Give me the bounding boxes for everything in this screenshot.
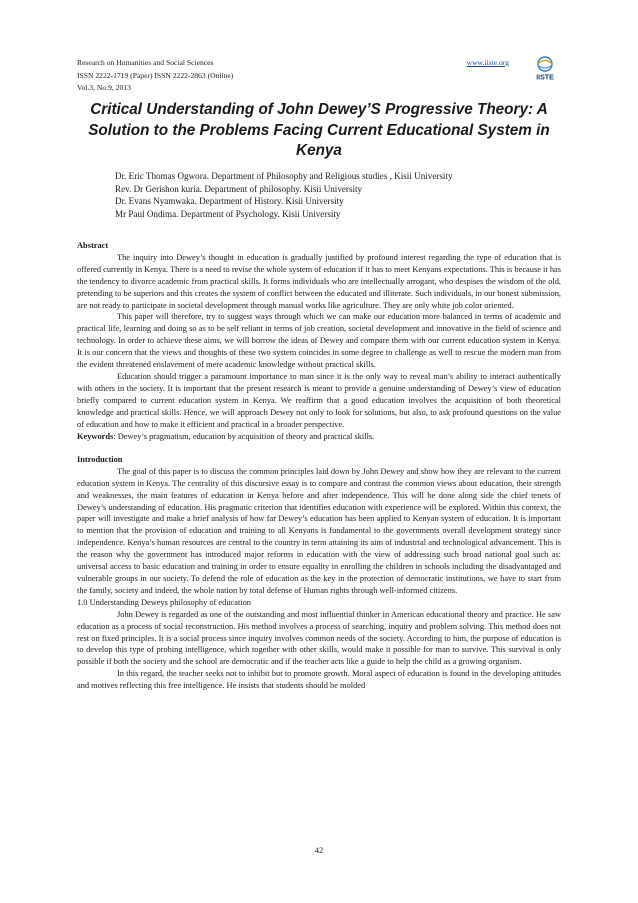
journal-name: Research on Humanities and Social Sciences [77,58,214,67]
author-3: Dr. Evans Nyamwaka. Department of History. Kisii University [115,196,344,207]
abstract-paragraph-1: The inquiry into Dewey’s thought in education is gradually justified by profound interest regarding the type of education that is offered currently in Kenya. There is a need to revise the whole system of education if it has to meet Kenyans expectations. This is because it has the tendency to divorce academic from practical skills. It forms individuals who are intellectually arrogant, who despises the wisdom of the old, pretending to be superiors and this creates the system of conflict between the educated and illiterate. Such individuals, in our honest submission, are not ready to participate in societal development through manual works like agriculture. They are only white job color oriented. [77,252,561,310]
abstract-paragraph-2: This paper will therefore, try to suggest ways through which we can make our education more balanced in terms of academic and practical life, learning and doing so as to be self reliant in terms of job creation, societal development and innovative in the field of science and technology. In order to achieve these aims, we will borrow the ideas of Dewey and compare them with our current education system in Kenya. It is our concern that the views and thoughts of these two system coincides in some degree to challenge as well to rescue the modern man from the evident threatened enslavement of mere academic knowledge without practical skills. [77,312,561,370]
page-number: 42 [314,845,324,855]
keywords-text: : Dewey’s pragmatism, education by acquisition of theory and practical skills. [113,431,375,441]
svg-text:IISTE: IISTE [536,74,554,81]
subsection-paragraph-2: In this regard, the teacher seeks not to inhibit but to promote growth. Moral aspect of education is found in the developing attitudes and motives reflecting this free intelligence. He insists that students should be molded [77,669,561,691]
issn-line: ISSN 2222-1719 (Paper) ISSN 2222-2863 (Online) [77,70,234,80]
subsection-heading: 1.0 Understanding Deweys philosophy of education [77,597,251,607]
page-header [77,57,561,95]
introduction-heading: Introduction [77,454,123,464]
author-1: Dr. Eric Thomas Ogwora. Department of Philosophy and Religious studies , Kisii University [115,171,453,181]
abstract-paragraph-3: Education should trigger a paramount importance to man since it is the only way to reveal man’s ability to interact authentically with others in the society. It is important that the present research is meant to provide a genuine understanding of Dewey’s view of education briefly compared to current education system in Kenya. We reaffirm that a good education involves the acquisition of both theoretical knowledge and practical skills. Hence, we will approach Dewey not only to look for solutions, but also, to ask profound questions on the value of education and how to make it efficient and practical in a broader perspective. [77,371,561,429]
abstract-heading: Abstract [77,241,109,250]
subsection-paragraph-1: John Dewey is regarded as one of the outstanding and most influential thinker in American educational theory and practice. He saw education as a process of social reconstruction. His method involves a process of searching, inquiry and problem solving. This method does not rest on fixed principles. It is a social process since inquiry involves common needs of the society. According to him, the purpose of education is to develop this type of probing intelligence, which together with other skills, would make it possible for man to survive. This survival is only possible if both the society and the school are democratic and if the teacher acts like a guide to help the child as a growing organism. [77,609,561,667]
keywords-label: Keywords [77,431,114,441]
author-2: Rev. Dr Gerishon kuria. Department of philosophy. Kisii University [115,183,363,194]
author-list [115,170,555,220]
paper-title: Critical Understanding of John Dewey’S Progressive Theory: A Solution to the Problems Facing Current Educational System in Kenya [88,101,550,159]
paper-body [77,240,561,692]
keywords-line [77,431,561,443]
introduction-paragraph-1: The goal of this paper is to discuss the common principles laid down by John Dewey and show how they are relevant to the current education system in Kenya. The centrality of this discursive essay is to compare and contrast the common views about education, their strength and weaknesses, the main features of education in Kenya before and after independence. This will be done along side the chief tenets of Dewey’s understanding of education. His pragmatic criterion that identifies education with experience will be explored. Within this context, the paper will investigate and make a brief analysis of how far Dewey’s education has been applied to Kenyan system of education. It is important to mention that the provision of education and training to all Kenyans is fundamental to the governments overall development strategy since independence. Kenya’s human resources are central to the country in term attaining its aim of industrial and technological advancement. This is the reason why the government has introduced major reforms in education with the view of addressing such broad national goal such as: universal access to basic education and training in order to ensure equality in enrolling the children in schools including the disadvantaged and vulnerable groups in our society. To defend the role of education as the key in the protection of democratic institutions, we have to start from the family, society and indeed, the whole nation by total defense of Human rights through well-informed citizens. [77,466,561,595]
iiste-logo [528,55,562,81]
volume-line: Vol.3, No.9, 2013 [77,83,131,93]
author-4: Mr Paul Ondima. Department of Psychology. Kisii University [115,208,341,219]
website-link[interactable]: www.iiste.org [466,58,509,67]
